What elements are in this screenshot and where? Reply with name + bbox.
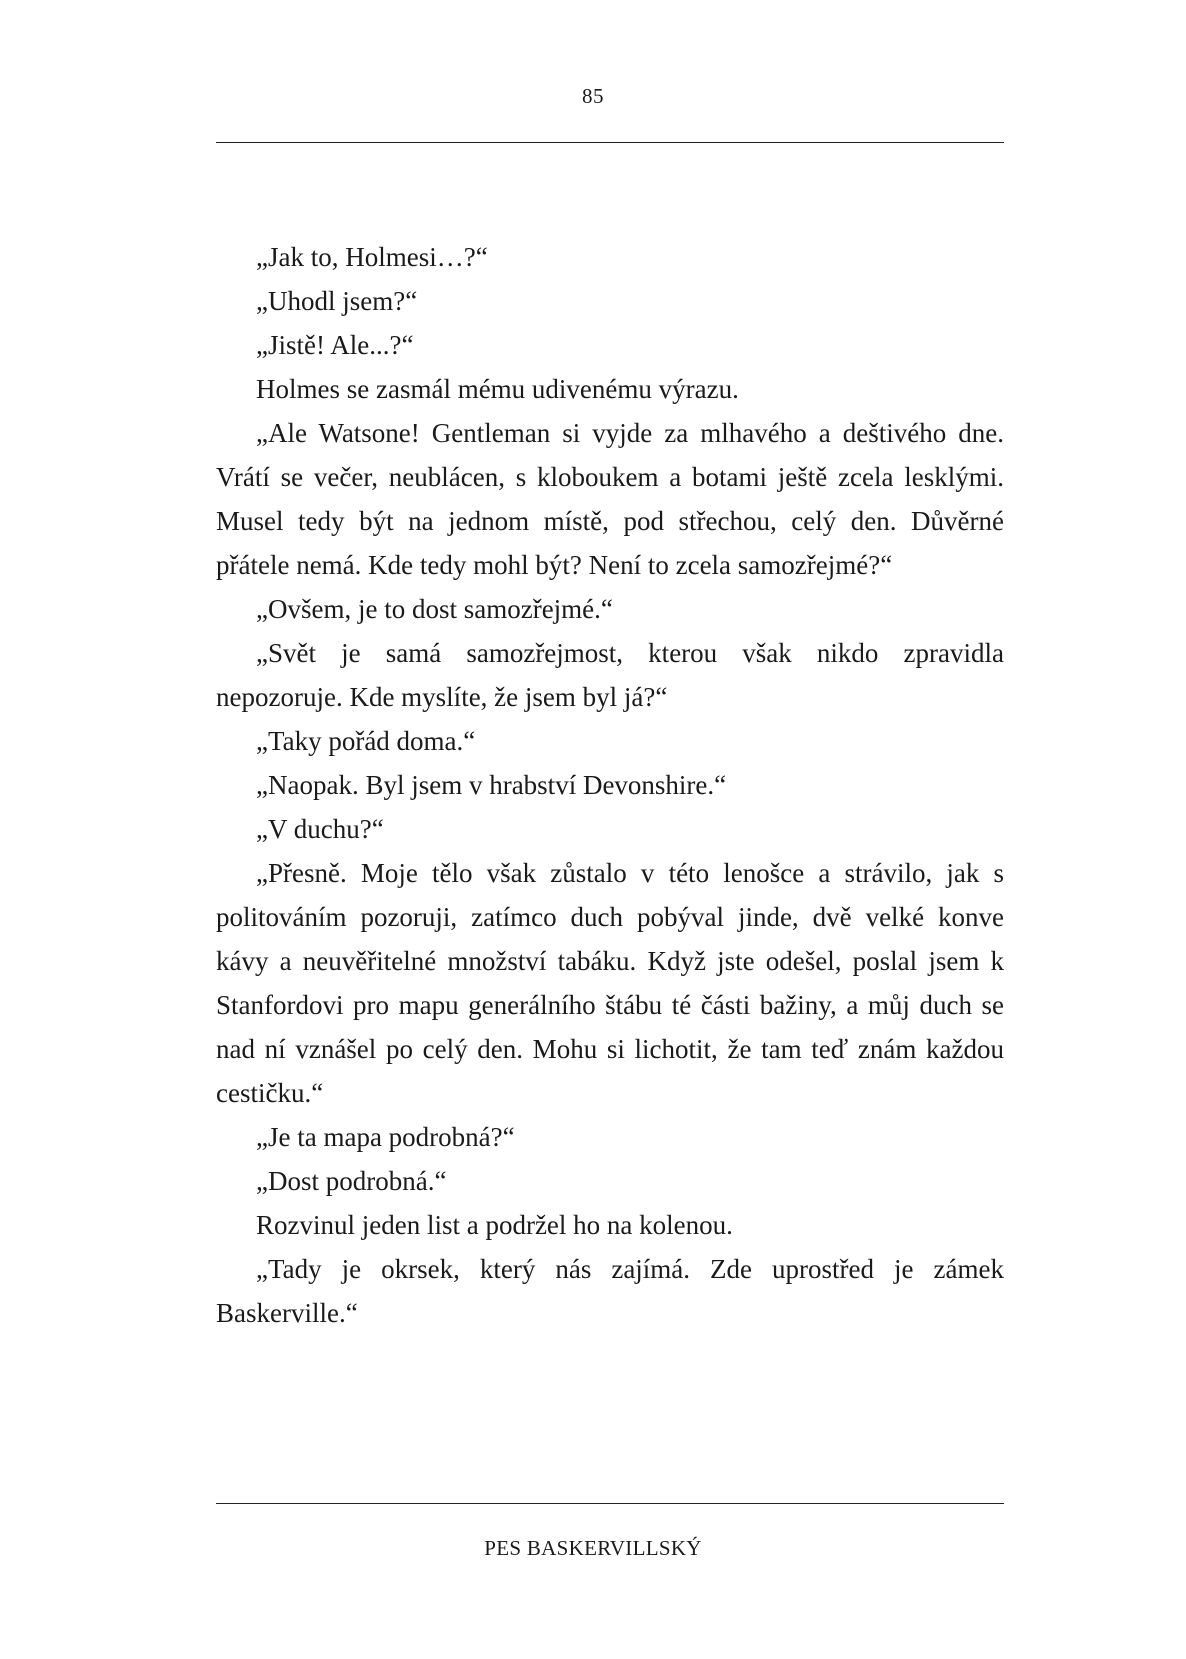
paragraph: „Dost podrobná.“ bbox=[256, 1166, 447, 1196]
paragraph: Rozvinul jeden list a podržel ho na kolenou. bbox=[256, 1210, 733, 1240]
paragraph: „Přesně. Moje tělo však zůstalo v této lenošce a strávilo, jak s politováním pozoruji, zatímco duch pobýval jinde, dvě velké konve kávy a neuvěřitelné množství tabáku. Když jste odešel, poslal jsem k Stanfordovi pro mapu generálního štábu té části bažiny, a můj duch se nad ní vznášel po celý den. Mohu si lichotit, že tam teď znám každou cestičku.“ bbox=[216, 858, 1004, 1108]
paragraph: „Uhodl jsem?“ bbox=[256, 286, 418, 316]
paragraph: „Tady je okrsek, který nás zajímá. Zde uprostřed je zámek Baskerville.“ bbox=[216, 1254, 1004, 1328]
paragraph: „Ale Watsone! Gentleman si vyjde za mlhavého a deštivého dne. Vrátí se večer, neublácen, s kloboukem a botami ještě zcela lesklými. Musel tedy být na jednom místě, pod střechou, celý den. Důvěrné přátele nemá. Kde tedy mohl být? Není to zcela samozřejmé?“ bbox=[216, 418, 1004, 580]
paragraph: Holmes se zasmál mému udivenému výrazu. bbox=[256, 374, 739, 404]
body-text bbox=[216, 235, 1004, 1335]
paragraph: „Svět je samá samozřejmost, kterou však nikdo zpravidla nepozoruje. Kde myslíte, že jsem byl já?“ bbox=[216, 638, 1004, 712]
paragraph: „Taky pořád doma.“ bbox=[256, 726, 476, 756]
paragraph: „Jak to, Holmesi…?“ bbox=[256, 242, 488, 272]
paragraph: „Ovšem, je to dost samozřejmé.“ bbox=[256, 594, 613, 624]
paragraph: „Je ta mapa podrobná?“ bbox=[256, 1122, 515, 1152]
header-rule bbox=[216, 142, 1004, 143]
paragraph: „Jistě! Ale...?“ bbox=[256, 330, 414, 360]
paragraph: „Naopak. Byl jsem v hrabství Devonshire.“ bbox=[256, 770, 727, 800]
page-number: 85 bbox=[582, 84, 604, 108]
running-title: PES BASKERVILLSKÝ bbox=[484, 1536, 702, 1560]
paragraph: „V duchu?“ bbox=[256, 814, 384, 844]
footer-rule bbox=[216, 1503, 1004, 1504]
